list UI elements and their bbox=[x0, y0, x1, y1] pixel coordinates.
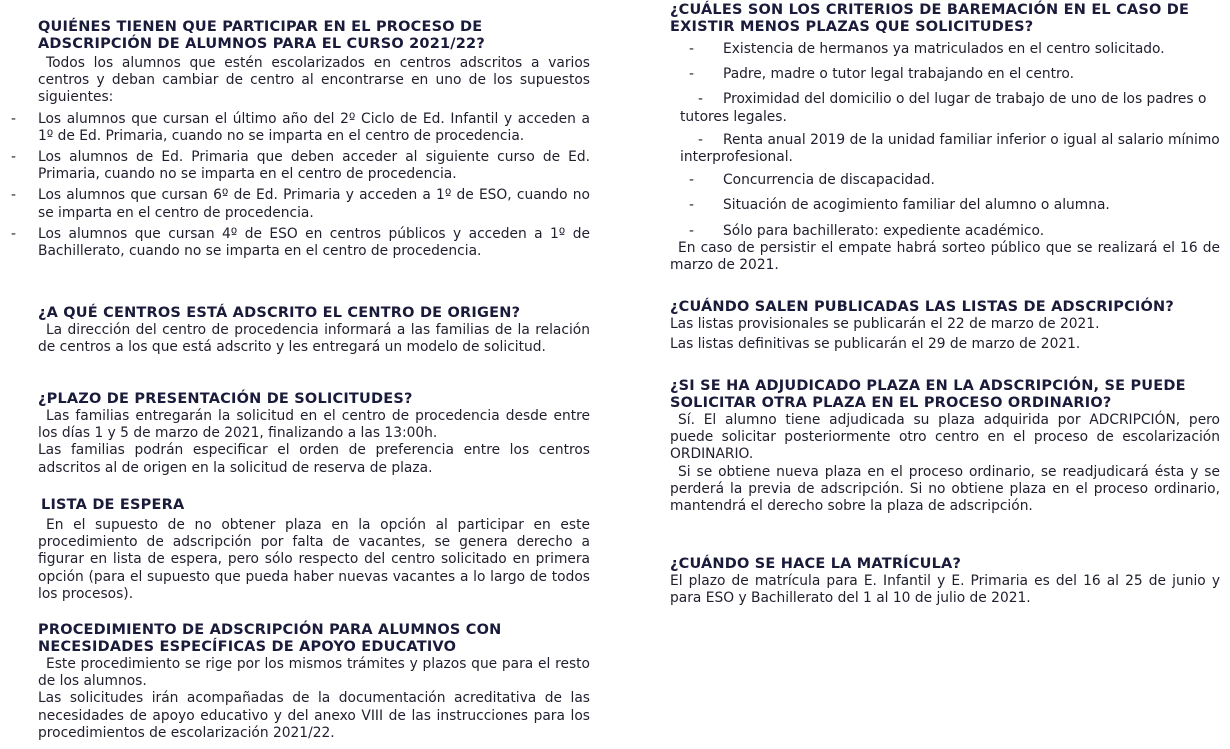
section-text: El plazo de matrícula para E. Infantil y E. Primaria es del 16 al 25 de junio y para ESO y Bachillerato del 1 al 10 de julio de 2021. bbox=[670, 573, 1220, 607]
section-paragraph: Si se obtiene nueva plaza en el proceso ordinario, se readjudicará ésta y se perderá la previa de adscripción. Si no obtiene plaza en el proceso ordinario, mantendrá el derecho sobre la plaza de adscripción. bbox=[670, 463, 1220, 515]
bullet-dash: - bbox=[689, 41, 694, 57]
section-paragraph: Este procedimiento se rige por los mismos trámites y plazos que para el resto de los alumnos. bbox=[38, 656, 590, 690]
list-item bbox=[11, 149, 590, 183]
section-paragraph: Las listas provisionales se publicarán el 22 de marzo de 2021. bbox=[670, 316, 1100, 332]
list-item bbox=[11, 187, 590, 221]
section-paragraph: Las solicitudes irán acompañadas de la documentación acreditativa de las necesidades de apoyo educativo y del anexo VIII de las instrucciones para los procedimientos de escolarización 2021/22. bbox=[38, 690, 590, 741]
section-enrollment bbox=[670, 556, 1220, 607]
bullet-dash: - bbox=[689, 197, 694, 214]
bullet-dash: - bbox=[11, 149, 16, 166]
bullet-dash: - bbox=[698, 131, 703, 148]
criteria-list bbox=[670, 41, 1220, 240]
section-paragraph: Sí. El alumno tiene adjudicada su plaza adquirida por ADCRIPCIÓN, pero puede solicitar posteriormente otro centro en el proceso de escolarización ORDINARIO. bbox=[670, 412, 1220, 463]
list-item bbox=[11, 110, 590, 145]
section-title: PROCEDIMIENTO DE ADSCRIPCIÓN PARA ALUMNOS CON NECESIDADES ESPECÍFICAS DE APOYO EDUCATIVO bbox=[38, 622, 502, 655]
list-item bbox=[670, 223, 1220, 240]
list-item-text: Sólo para bachillerato: expediente académico. bbox=[723, 222, 1045, 239]
section-title: ¿PLAZO DE PRESENTACIÓN DE SOLICITUDES? bbox=[38, 391, 413, 407]
section-closing: En caso de persistir el empate habrá sorteo público que se realizará el 16 de marzo de 2021. bbox=[670, 239, 1220, 274]
list-item bbox=[11, 225, 590, 260]
list-item bbox=[670, 197, 1220, 214]
list-item bbox=[670, 91, 1220, 125]
list-item-text: Los alumnos que cursan 6º de Ed. Primaria y acceden a 1º de ESO, cuando no se imparta en el centro de procedencia. bbox=[38, 187, 590, 221]
list-item-text: Los alumnos que cursan 4º de ESO en centros públicos y acceden a 1º de Bachillerato, cuando no se imparta en el centro de procedencia. bbox=[38, 225, 590, 260]
section-ordinary-process bbox=[670, 378, 1220, 515]
section-title: ¿SI SE HA ADJUDICADO PLAZA EN LA ADSCRIPCIÓN, SE PUEDE SOLICITAR OTRA PLAZA EN EL PROCESO ORDINARIO? bbox=[670, 378, 1186, 411]
list-item-text: Situación de acogimiento familiar del alumno o alumna. bbox=[723, 197, 1110, 214]
bullet-dash: - bbox=[698, 91, 703, 108]
section-title: ¿CUÁNDO SALEN PUBLICADAS LAS LISTAS DE ADSCRIPCIÓN? bbox=[670, 299, 1174, 315]
bullet-dash: - bbox=[11, 187, 16, 204]
section-title: QUIÉNES TIENEN QUE PARTICIPAR EN EL PROCESO DE ADSCRIPCIÓN DE ALUMNOS PARA EL CURSO 2021/22? bbox=[38, 19, 485, 52]
section-paragraph: Las listas definitivas se publicarán el 29 de marzo de 2021. bbox=[670, 336, 1081, 353]
list-item bbox=[670, 41, 1220, 58]
section-criteria bbox=[670, 2, 1220, 274]
list-item-text: Proximidad del domicilio o del lugar de trabajo de uno de los padres o tutores legales. bbox=[680, 91, 1207, 125]
section-paragraph: Las familias podrán especificar el orden de preferencia entre los centros adscritos al de origen en la solicitud de reserva de plaza. bbox=[38, 442, 590, 476]
list-item bbox=[670, 172, 1220, 189]
bullet-dash: - bbox=[11, 225, 16, 242]
list-item-text: Existencia de hermanos ya matriculados en el centro solicitado. bbox=[723, 41, 1165, 57]
section-paragraph: Las familias entregarán la solicitud en el centro de procedencia desde entre los días 1 y 5 de marzo de 2021, finalizando a las 13:00h. bbox=[38, 408, 590, 442]
list-item-text: Los alumnos que cursan el último año del 2º Ciclo de Ed. Infantil y acceden a 1º de Ed. Primaria, cuando no se imparta en el centro de procedencia. bbox=[38, 110, 590, 144]
section-text: La dirección del centro de procedencia informará a las familias de la relación de centros a los que está adscrito y les entregará un modelo de solicitud. bbox=[38, 322, 590, 356]
section-text: En el supuesto de no obtener plaza en la opción al participar en este procedimiento de adscripción por falta de vacantes, se genera derecho a figurar en lista de espera, pero sólo respecto del centro solicitado en primera opción (para el supuesto que pueda haber nuevas vacantes a lo largo de todos los procesos). bbox=[38, 517, 590, 602]
bullet-dash: - bbox=[689, 172, 694, 189]
section-title: ¿CUÁLES SON LOS CRITERIOS DE BAREMACIÓN EN EL CASO DE EXISTIR MENOS PLAZAS QUE SOLICITUDES? bbox=[670, 2, 1190, 35]
section-participants bbox=[11, 19, 590, 260]
section-waiting-list bbox=[38, 497, 590, 603]
list-item-text: Concurrencia de discapacidad. bbox=[723, 172, 935, 189]
list-item bbox=[670, 132, 1220, 166]
section-title: ¿CUÁNDO SE HACE LA MATRÍCULA? bbox=[670, 556, 962, 572]
list-item bbox=[670, 66, 1220, 83]
list-item-text: Los alumnos de Ed. Primaria que deben acceder al siguiente curso de Ed. Primaria, cuando no se imparta en el centro de procedencia. bbox=[38, 149, 590, 183]
section-title: ¿A QUÉ CENTROS ESTÁ ADSCRITO EL CENTRO DE ORIGEN? bbox=[38, 305, 521, 321]
section-deadline bbox=[38, 391, 590, 477]
section-special-needs bbox=[38, 622, 590, 742]
bullet-dash: - bbox=[689, 222, 694, 239]
bullet-dash: - bbox=[689, 66, 694, 83]
list-item-text: Padre, madre o tutor legal trabajando en el centro. bbox=[723, 66, 1074, 83]
bullet-dash: - bbox=[11, 110, 16, 127]
list-item-text: Renta anual 2019 de la unidad familiar inferior o igual al salario mínimo interprofesional. bbox=[680, 131, 1220, 166]
section-title: LISTA DE ESPERA bbox=[41, 497, 185, 513]
section-origin-centers bbox=[38, 305, 590, 356]
participants-list bbox=[11, 110, 590, 261]
section-lists-published bbox=[670, 299, 1220, 353]
section-intro: Todos los alumnos que estén escolarizados en centros adscritos a varios centros y deban cambiar de centro al encontrarse en uno de los supuestos siguientes: bbox=[38, 55, 590, 106]
